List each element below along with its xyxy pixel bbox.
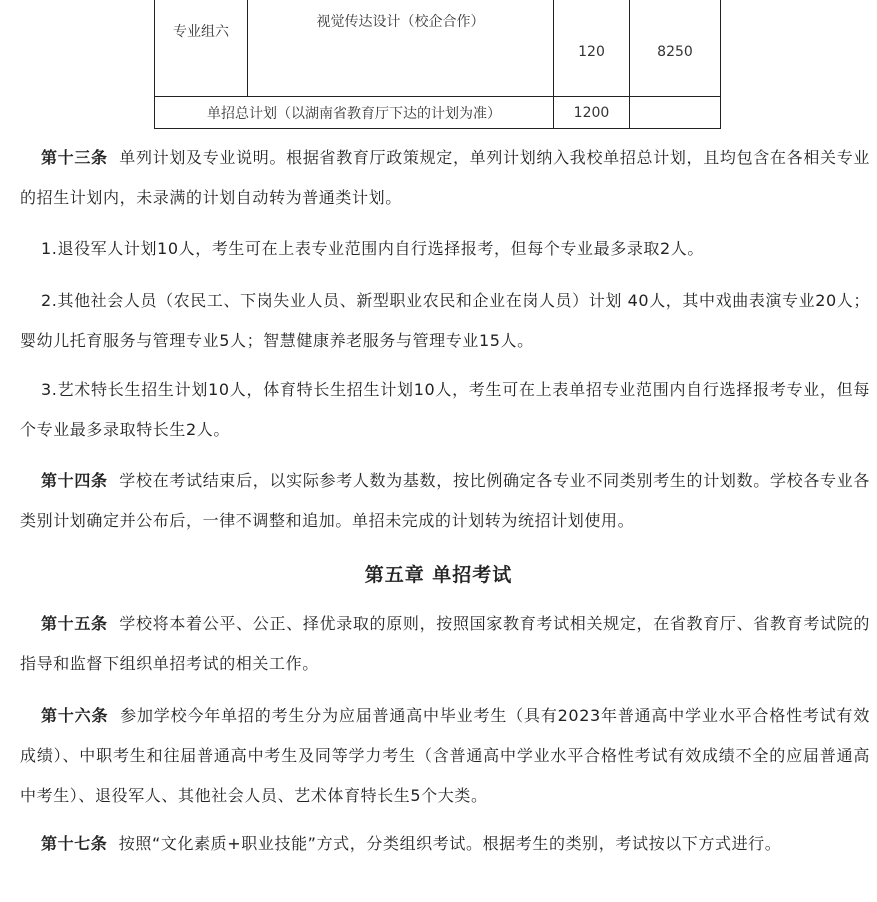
tuition-fee: 8250 xyxy=(657,43,693,60)
article-label: 第十五条 xyxy=(41,614,108,633)
clause-3 xyxy=(20,370,870,450)
table-cell-major xyxy=(248,0,554,97)
article-15 xyxy=(20,604,870,684)
table-row xyxy=(155,0,721,97)
table-cell-total-extra xyxy=(630,97,721,129)
total-value: 1200 xyxy=(573,104,610,121)
clause-text: 1.退役军人计划10人，考生可在上表专业范围内自行选择报考，但每个专业最多录取2人。 xyxy=(41,239,705,258)
clause-text: 2.其他社会人员（农民工、下岗失业人员、新型职业农民和企业在岗人员）计划 40人，其中戏曲表演专业20人；婴幼儿托育服务与管理专业5人；智慧健康养老服务与管理专业15人。 xyxy=(20,291,870,350)
table-total-row xyxy=(155,97,721,129)
enrollment-plan-table xyxy=(154,0,721,129)
chapter-heading: 第五章 单招考试 xyxy=(364,564,513,586)
group-label: 专业组六 xyxy=(173,24,229,40)
article-17 xyxy=(20,824,870,864)
total-label: 单招总计划（以湖南省教育厅下达的计划为准） xyxy=(207,105,501,122)
article-label: 第十四条 xyxy=(41,471,108,490)
plan-count: 120 xyxy=(578,43,605,60)
clause-2 xyxy=(20,281,870,361)
clause-1 xyxy=(20,229,870,269)
table-cell-total-label xyxy=(155,97,554,129)
article-label: 第十三条 xyxy=(41,148,108,167)
article-text: 参加学校今年单招的考生分为应届普通高中毕业考生（具有2023年普通高中学业水平合格性考试有效成绩）、中职考生和往届普通高中考生及同等学力考生（含普通高中学业水平合格性考试有效成绩不全的应届普通高中考生）、退役军人、其他社会人员、艺术体育特长生5个大类。 xyxy=(20,706,870,805)
clause-text: 3.艺术特长生招生计划10人，体育特长生招生计划10人，考生可在上表单招专业范围内自行选择报考专业，但每个专业最多录取特长生2人。 xyxy=(20,380,870,439)
article-13 xyxy=(20,138,870,218)
article-label: 第十六条 xyxy=(41,706,109,725)
article-text: 按照“文化素质+职业技能”方式，分类组织考试。根据考生的类别，考试按以下方式进行。 xyxy=(118,834,782,853)
article-label: 第十七条 xyxy=(41,834,108,853)
article-16 xyxy=(20,696,870,816)
article-text: 单列计划及专业说明。根据省教育厅政策规定，单列计划纳入我校单招总计划，且均包含在各相关专业的招生计划内，未录满的计划自动转为普通类计划。 xyxy=(20,148,870,207)
article-14 xyxy=(20,461,870,541)
table-cell-total-value xyxy=(554,97,630,129)
article-text: 学校在考试结束后，以实际参考人数为基数，按比例确定各专业不同类别考生的计划数。学校各专业各类别计划确定并公布后，一律不调整和追加。单招未完成的计划转为统招计划使用。 xyxy=(20,471,870,530)
table-cell-group xyxy=(155,0,248,97)
table-cell-plan xyxy=(554,0,630,97)
article-text: 学校将本着公平、公正、择优录取的原则，按照国家教育考试相关规定，在省教育厅、省教育考试院的指导和监督下组织单招考试的相关工作。 xyxy=(20,614,870,673)
major-name: 视觉传达设计（校企合作） xyxy=(316,14,485,30)
table-cell-fee xyxy=(630,0,721,97)
